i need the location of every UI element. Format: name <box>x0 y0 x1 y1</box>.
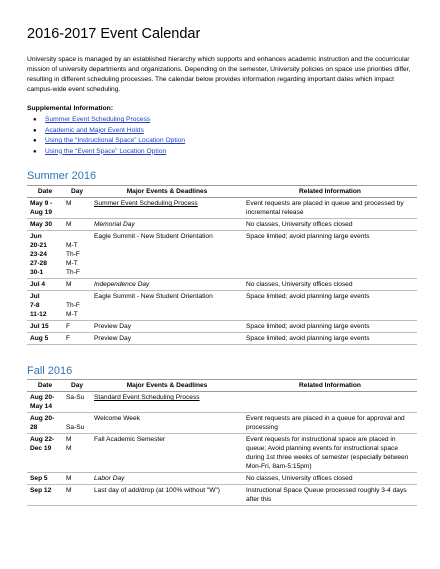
info-cell: Space limited; avoid planning large events <box>243 231 417 279</box>
event-cell: Memorial Day <box>91 219 243 231</box>
intro-paragraph: University space is managed by an established hierarchy which supports and enhances academic instruction and the cocurricular mission of university departments and organizations. Depending on the semester, University policies on space use priorities differ, resulting in different scheduling processes. The calendar below provides information regarding important dates which impact campus-wide event scheduling. <box>27 56 411 93</box>
table-row <box>27 333 417 345</box>
table-header-row <box>27 380 417 392</box>
header-info: Related Information <box>243 186 417 198</box>
table-row <box>27 392 417 413</box>
header-events: Major Events & Deadlines <box>91 380 243 392</box>
info-cell: Event requests are placed in queue and processed by incremental release <box>243 198 417 219</box>
bullet-icon: ● <box>33 127 37 134</box>
date-cell: Aug 20- May 14 <box>27 392 63 413</box>
header-info: Related Information <box>243 380 417 392</box>
day-cell: M <box>63 198 91 219</box>
supplemental-heading: Supplemental Information: <box>27 105 114 112</box>
link-instructional-space[interactable]: Using the “Instructional Space” Location Option <box>45 137 186 144</box>
event-cell: Eagle Summit - New Student Orientation <box>91 291 243 321</box>
day-cell: F <box>63 321 91 333</box>
day-cell: M M <box>63 434 91 473</box>
info-cell: Event requests are placed in a queue for approval and processing <box>243 413 417 434</box>
event-cell: Standard Event Scheduling Process <box>91 392 243 413</box>
table-row <box>27 485 417 506</box>
day-cell: M <box>63 485 91 506</box>
link-summer-process[interactable]: Summer Event Scheduling Process <box>45 116 151 123</box>
info-cell: Space limited; avoid planning large events <box>243 333 417 345</box>
day-cell: Th-F M-T <box>63 291 91 321</box>
table-row <box>27 473 417 485</box>
info-cell: No classes, University offices closed <box>243 279 417 291</box>
table-row <box>27 321 417 333</box>
day-cell: M-T Th-F M-T Th-F <box>63 231 91 279</box>
list-item <box>33 136 185 147</box>
header-day: Day <box>63 186 91 198</box>
list-item <box>33 147 185 158</box>
event-cell: Preview Day <box>91 321 243 333</box>
day-cell: M <box>63 473 91 485</box>
event-cell: Welcome Week <box>91 413 243 434</box>
date-cell: Aug 20-28 <box>27 413 63 434</box>
info-cell: Event requests for instructional space are placed in queue; Avoid planning events for instructional space during 1st three weeks of semester (especially between Mon-Fri, 8am-5:15pm) <box>243 434 417 473</box>
info-cell: Space limited; avoid planning large events <box>243 321 417 333</box>
date-cell: Jul 7-8 11-12 <box>27 291 63 321</box>
event-cell: Fall Academic Semester <box>91 434 243 473</box>
event-cell: Eagle Summit - New Student Orientation <box>91 231 243 279</box>
header-day: Day <box>63 380 91 392</box>
list-item <box>33 126 185 137</box>
day-cell: Sa-Su <box>63 392 91 413</box>
table-row <box>27 434 417 473</box>
supplemental-links <box>33 115 185 157</box>
event-cell: Independence Day <box>91 279 243 291</box>
date-cell: Jul 15 <box>27 321 63 333</box>
day-cell: Sa-Su <box>63 413 91 434</box>
fall-table <box>27 379 417 506</box>
event-cell: Summer Event Scheduling Process <box>91 198 243 219</box>
info-cell: No classes, University offices closed <box>243 473 417 485</box>
summer-section-title: Summer 2016 <box>27 170 97 182</box>
list-item <box>33 115 185 126</box>
info-cell: Instructional Space Queue processed roughly 3-4 days after this <box>243 485 417 506</box>
date-cell: May 30 <box>27 219 63 231</box>
date-cell: Aug 22- Dec 19 <box>27 434 63 473</box>
table-row <box>27 231 417 279</box>
event-cell: Labor Day <box>91 473 243 485</box>
day-cell: M <box>63 279 91 291</box>
summer-table <box>27 185 417 345</box>
date-cell: Jul 4 <box>27 279 63 291</box>
info-cell <box>243 392 417 413</box>
bullet-icon: ● <box>33 117 37 123</box>
table-header-row <box>27 186 417 198</box>
day-cell: F <box>63 333 91 345</box>
date-cell: May 9 - Aug 19 <box>27 198 63 219</box>
link-event-holds[interactable]: Academic and Major Event Holds <box>45 126 144 134</box>
info-cell: No classes, University offices closed <box>243 219 417 231</box>
table-row <box>27 198 417 219</box>
fall-section-title: Fall 2016 <box>27 365 73 377</box>
date-cell: Sep 5 <box>27 473 63 485</box>
date-cell: Sep 12 <box>27 485 63 506</box>
table-row <box>27 413 417 434</box>
table-row <box>27 219 417 231</box>
bullet-icon: ● <box>33 148 37 155</box>
day-cell: M <box>63 219 91 231</box>
info-cell: Space limited; avoid planning large events <box>243 291 417 321</box>
event-cell: Last day of add/drop (at 100% without "W") <box>91 485 243 506</box>
header-date: Date <box>27 186 63 198</box>
bullet-icon: ● <box>33 138 37 144</box>
table-row <box>27 279 417 291</box>
header-events: Major Events & Deadlines <box>91 186 243 198</box>
table-row <box>27 291 417 321</box>
link-event-space[interactable]: Using the “Event Space” Location Option <box>45 147 167 155</box>
header-date: Date <box>27 380 63 392</box>
date-cell: Jun 20-21 23-24 27-28 30-1 <box>27 231 63 279</box>
page-title: 2016-2017 Event Calendar <box>27 26 201 42</box>
event-cell: Preview Day <box>91 333 243 345</box>
date-cell: Aug 5 <box>27 333 63 345</box>
